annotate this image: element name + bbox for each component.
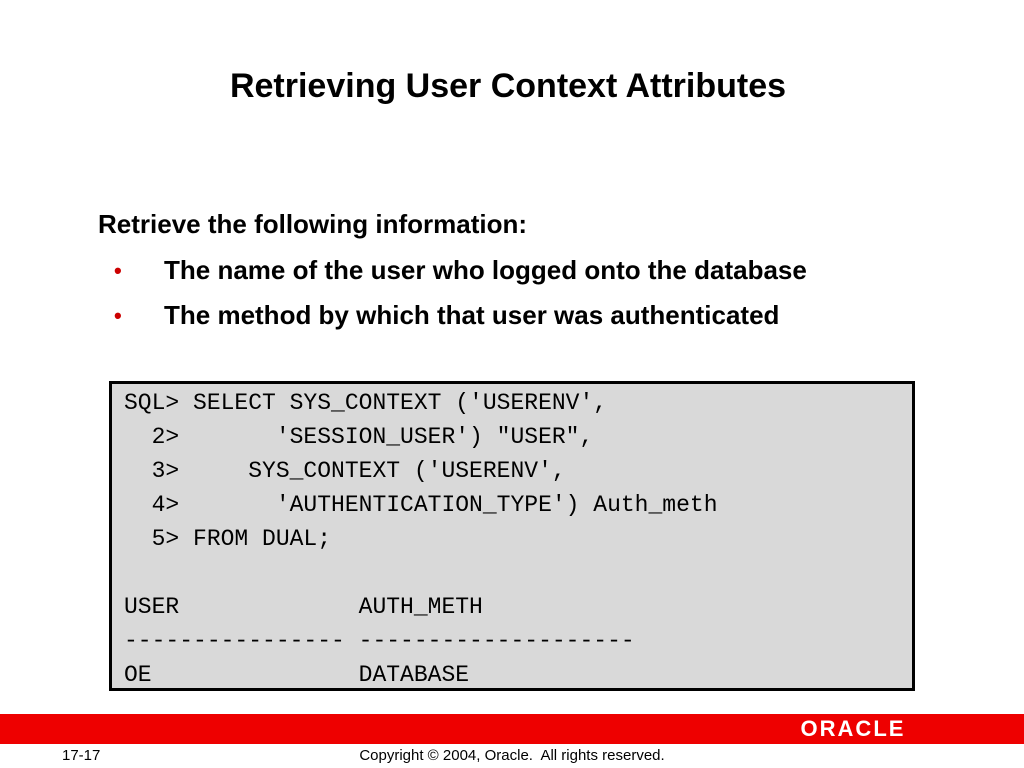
bullet-marker: • bbox=[114, 258, 122, 283]
bullet-marker: • bbox=[114, 303, 122, 328]
code-line: 3> SYS_CONTEXT ('USERENV', bbox=[124, 458, 566, 484]
code-line: USER AUTH_METH bbox=[124, 594, 483, 620]
bullet-list bbox=[110, 252, 930, 342]
code-line: 2> 'SESSION_USER') "USER", bbox=[124, 424, 594, 450]
intro-text: Retrieve the following information: bbox=[98, 209, 528, 239]
page-number: 17-17 bbox=[62, 747, 101, 764]
code-line: ---------------- -------------------- bbox=[124, 628, 635, 654]
code-line: 4> 'AUTHENTICATION_TYPE') Auth_meth bbox=[124, 492, 718, 518]
slide-title: Retrieving User Context Attributes bbox=[229, 67, 787, 105]
bullet-text: The method by which that user was authenticated bbox=[164, 300, 780, 330]
oracle-logo-icon: ORACLE bbox=[800, 716, 906, 741]
bullet-item bbox=[110, 252, 930, 289]
code-line: SQL> SELECT SYS_CONTEXT ('USERENV', bbox=[124, 390, 608, 416]
code-line: 5> FROM DUAL; bbox=[124, 526, 332, 552]
bullet-text: The name of the user who logged onto the database bbox=[164, 255, 807, 285]
code-line: OE DATABASE bbox=[124, 662, 470, 688]
code-box bbox=[109, 381, 915, 691]
copyright-text: Copyright © 2004, Oracle. All rights reserved. bbox=[359, 747, 665, 764]
bullet-item bbox=[110, 297, 930, 334]
